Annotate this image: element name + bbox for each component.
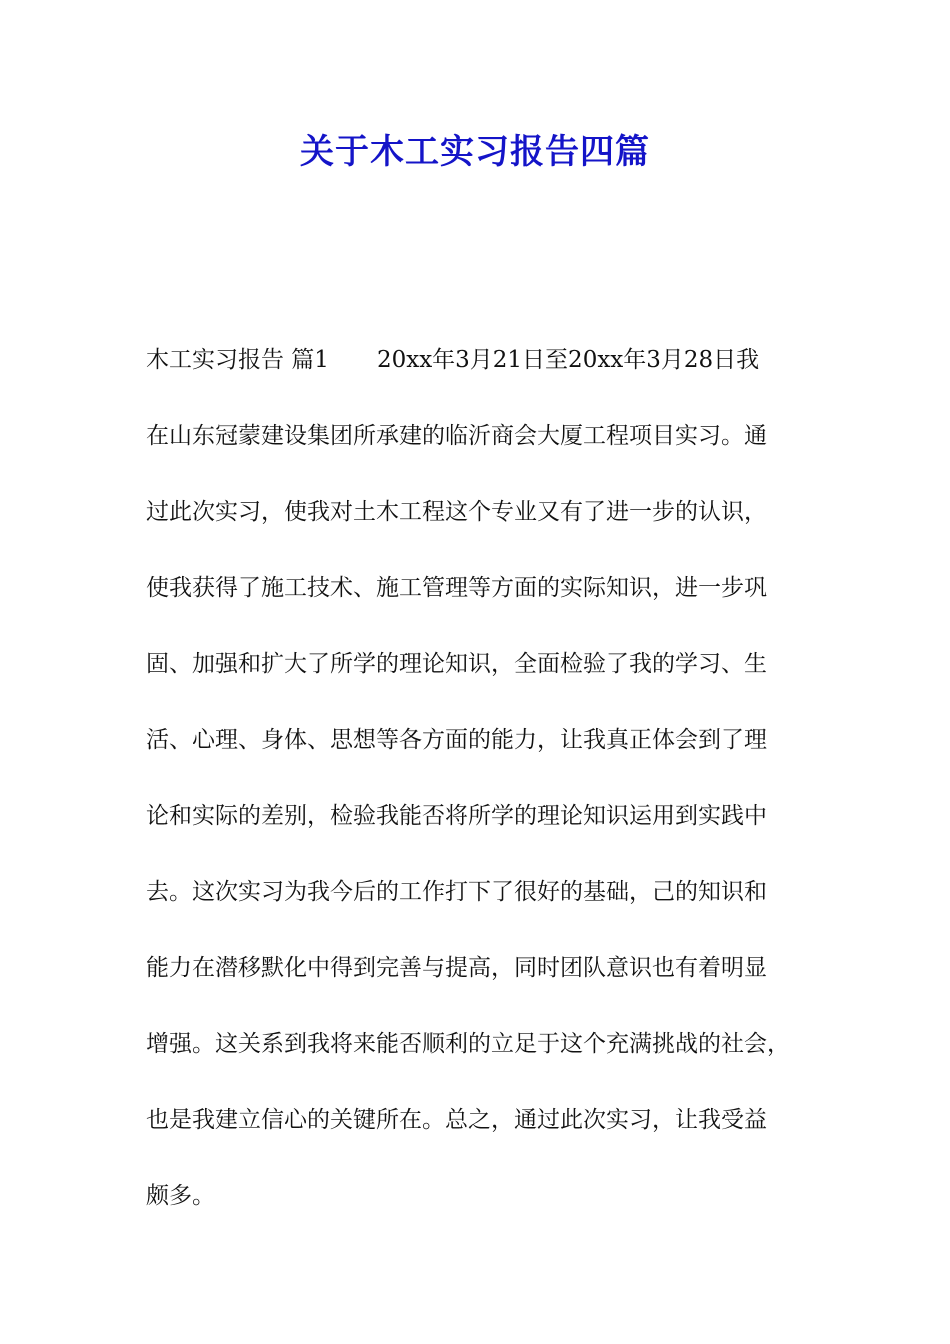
text-line-9: 能力在潜移默化中得到完善与提高，同时团队意识也有着明显: [146, 955, 767, 981]
section-heading: 木工实习报告 篇1: [146, 347, 329, 373]
line-text: 20xx年3月21日至20xx年3月28日我: [376, 347, 760, 373]
text-line-4: 使我获得了施工技术、施工管理等方面的实际知识，进一步巩: [146, 575, 767, 601]
text-line-11: 也是我建立信心的关键所在。总之，通过此次实习，让我受益: [146, 1107, 767, 1133]
text-line-8: 去。这次实习为我今后的工作打下了很好的基础，己的知识和: [146, 879, 767, 905]
document-title: 关于木工实习报告四篇: [300, 132, 650, 172]
text-line-12: 颇多。: [146, 1183, 215, 1209]
text-line-10: 增强。这关系到我将来能否顺利的立足于这个充满挑战的社会，: [146, 1031, 790, 1057]
text-line-2: 在山东冠蒙建设集团所承建的临沂商会大厦工程项目实习。通: [146, 423, 767, 449]
document-body: [146, 340, 826, 1252]
text-line-5: 固、加强和扩大了所学的理论知识，全面检验了我的学习、生: [146, 651, 767, 677]
text-line-3: 过此次实习，使我对土木工程这个专业又有了进一步的认识，: [146, 499, 767, 525]
text-line-7: 论和实际的差别，检验我能否将所学的理论知识运用到实践中: [146, 803, 767, 829]
text-line-6: 活、心理、身体、思想等各方面的能力，让我真正体会到了理: [146, 727, 767, 753]
text-line-1: [146, 340, 826, 416]
